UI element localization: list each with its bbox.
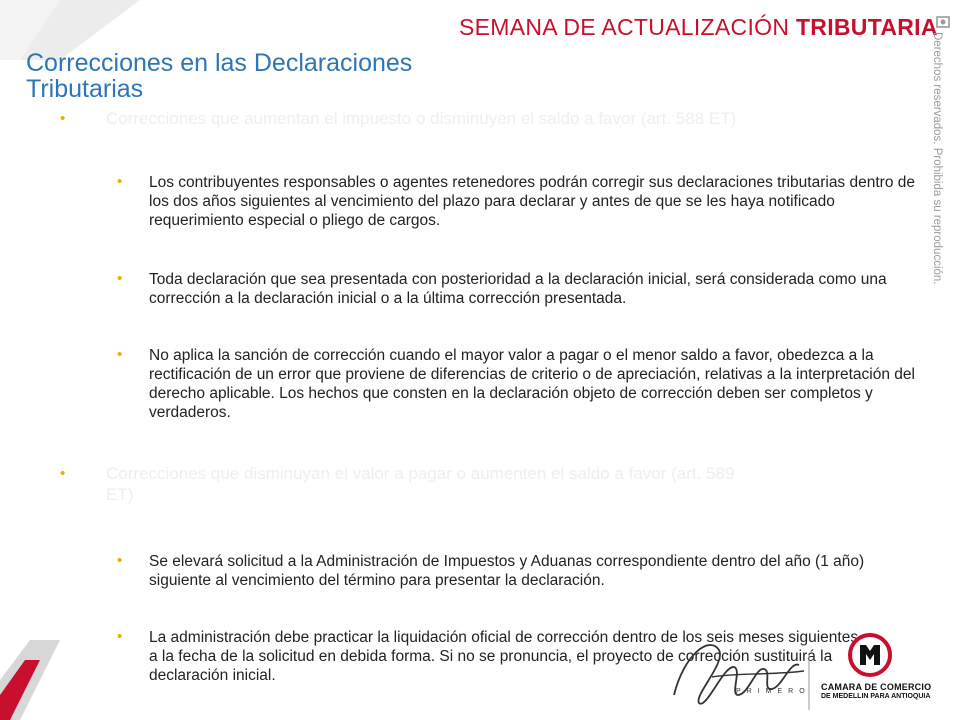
primero-text: PRIMERO [736, 688, 811, 695]
section-1-item-1: Los contribuyentes responsables o agentes retenedores podrán corregir sus declaraciones tributarias dentro de los dos años siguientes al vencimiento del plazo para declarar y antes de que se les haya notificado requerimiento especial o pliego de cargos. [149, 174, 915, 229]
section-2-heading-line-1: Correcciones que disminuyan el valor a pagar o aumenten el saldo a favor (art. 589 [106, 464, 735, 483]
section-1-item-3: No aplica la sanción de corrección cuando el mayor valor a pagar o el menor saldo a favor, obedezca a la rectificación de un error que proviene de diferencias de criterio o de apreciación, relativas a la interpretación del derecho aplicable. Los hechos que consten en la declaración objeto de corrección deben ser completos y verdaderos. [149, 347, 915, 421]
section-2-bullet: • [60, 465, 66, 482]
rights-notice [931, 14, 955, 334]
slide-title [26, 50, 546, 102]
section-1-item-2: Toda declaración que sea presentada con posterioridad a la declaración inicial, será considerada como una corrección a la declaración inicial o a la última corrección presentada. [149, 271, 887, 307]
title-line-1: Correcciones en las Declaraciones [26, 49, 413, 77]
bottom-left-decoration [0, 640, 60, 720]
logo-name: CAMARA DE COMERCIO [821, 682, 932, 692]
logo-subtitle: DE MEDELLIN PARA ANTIOQUIA [821, 693, 931, 700]
rights-text: Derechos reservados. Prohibida su reproducción. [931, 32, 943, 285]
banner-light-text: SEMANA DE ACTUALIZACIÓN [459, 14, 790, 40]
bullet-icon: • [117, 628, 123, 645]
copyright-logo-icon [936, 16, 950, 28]
section-1-bullet: • [60, 110, 66, 127]
title-line-2: Tributarias [26, 75, 144, 103]
event-banner [459, 14, 938, 41]
signature-icon [664, 625, 814, 715]
bullet-icon: • [117, 270, 123, 287]
bullet-icon: • [117, 173, 123, 190]
section-2-item-2: La administración debe practicar la liquidación oficial de corrección dentro de los seis meses siguientes a la fecha de la solicitud en debida forma. Si no se pronuncia, el proyecto de corrección sustituirá la declaración inicial. [149, 629, 859, 684]
section-2-item-1: Se elevará solicitud a la Administración de Impuestos y Aduanas correspondiente dentro del año (1 año) siguiente al vencimiento del término para presentar la declaración. [149, 553, 865, 589]
section-2-heading-line-2: ET) [106, 485, 134, 504]
bullet-icon: • [117, 552, 123, 569]
section-2-heading [106, 463, 926, 505]
banner-bold-text: TRIBUTARIA [795, 14, 938, 40]
section-1-heading: Correcciones que aumentan el impuesto o disminuyen el saldo a favor (art. 588 ET) [106, 109, 737, 128]
bullet-icon: • [117, 346, 123, 363]
